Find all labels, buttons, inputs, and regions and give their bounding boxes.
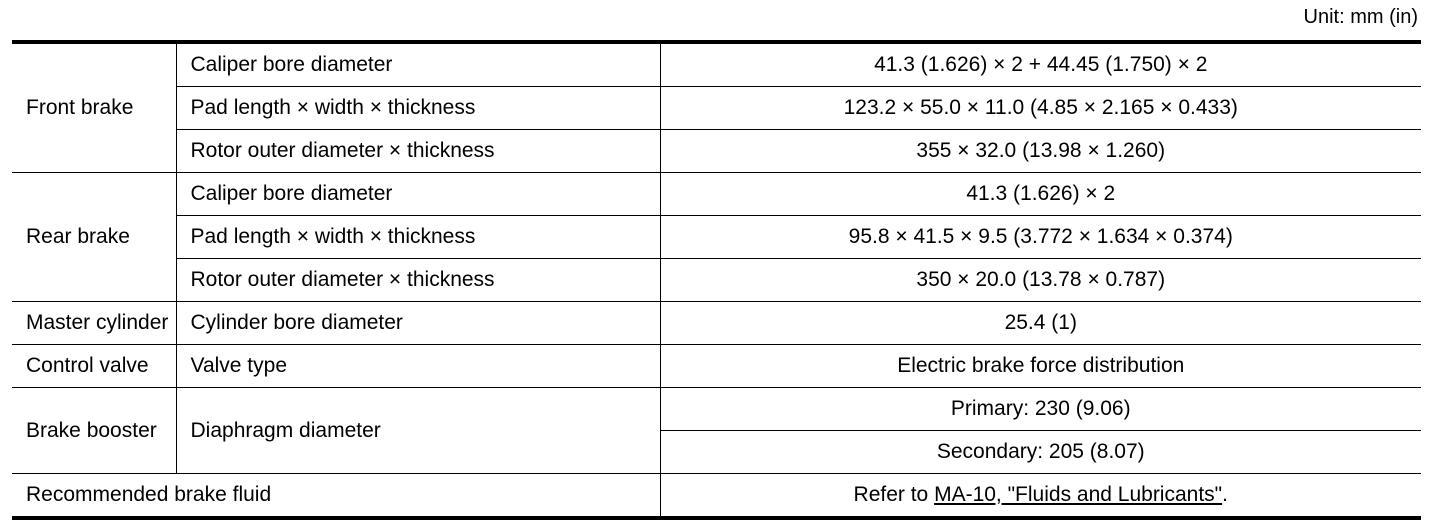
table-row <box>12 87 1421 130</box>
table-row <box>12 259 1421 302</box>
unit-note: Unit: mm (in) <box>1303 6 1418 28</box>
item-value: 123.2 × 55.0 × 11.0 (4.85 × 2.165 × 0.433) <box>660 87 1421 130</box>
fluids-and-lubricants-link[interactable]: MA-10, "Fluids and Lubricants" <box>934 483 1223 506</box>
brake-spec-table <box>12 40 1421 520</box>
item-value <box>660 474 1421 519</box>
table-row <box>12 216 1421 259</box>
item-label: Pad length × width × thickness <box>176 216 660 259</box>
category-recommended-brake-fluid: Recommended brake fluid <box>12 474 660 519</box>
value-suffix: . <box>1222 483 1228 506</box>
item-value: Electric brake force distribution <box>660 345 1421 388</box>
table-row <box>12 173 1421 216</box>
item-value: 355 × 32.0 (13.98 × 1.260) <box>660 130 1421 173</box>
item-label: Diaphragm diameter <box>176 388 660 474</box>
category-front-brake: Front brake <box>12 42 176 173</box>
category-control-valve: Control valve <box>12 345 176 388</box>
item-label: Rotor outer diameter × thickness <box>176 130 660 173</box>
item-label: Rotor outer diameter × thickness <box>176 259 660 302</box>
item-label: Pad length × width × thickness <box>176 87 660 130</box>
item-label: Caliper bore diameter <box>176 173 660 216</box>
category-brake-booster: Brake booster <box>12 388 176 474</box>
category-rear-brake: Rear brake <box>12 173 176 302</box>
item-value-secondary: Secondary: 205 (8.07) <box>660 431 1421 474</box>
item-value: 95.8 × 41.5 × 9.5 (3.772 × 1.634 × 0.374) <box>660 216 1421 259</box>
table-row <box>12 388 1421 431</box>
value-prefix: Refer to <box>853 483 935 506</box>
table-row <box>12 130 1421 173</box>
table-row <box>12 302 1421 345</box>
item-value-primary: Primary: 230 (9.06) <box>660 388 1421 431</box>
item-value: 350 × 20.0 (13.78 × 0.787) <box>660 259 1421 302</box>
table-row <box>12 345 1421 388</box>
table-row <box>12 474 1421 519</box>
category-master-cylinder: Master cylinder <box>12 302 176 345</box>
item-value: 41.3 (1.626) × 2 + 44.45 (1.750) × 2 <box>660 42 1421 87</box>
item-label: Caliper bore diameter <box>176 42 660 87</box>
item-label: Cylinder bore diameter <box>176 302 660 345</box>
table-row <box>12 42 1421 87</box>
item-value: 25.4 (1) <box>660 302 1421 345</box>
item-value: 41.3 (1.626) × 2 <box>660 173 1421 216</box>
item-label: Valve type <box>176 345 660 388</box>
